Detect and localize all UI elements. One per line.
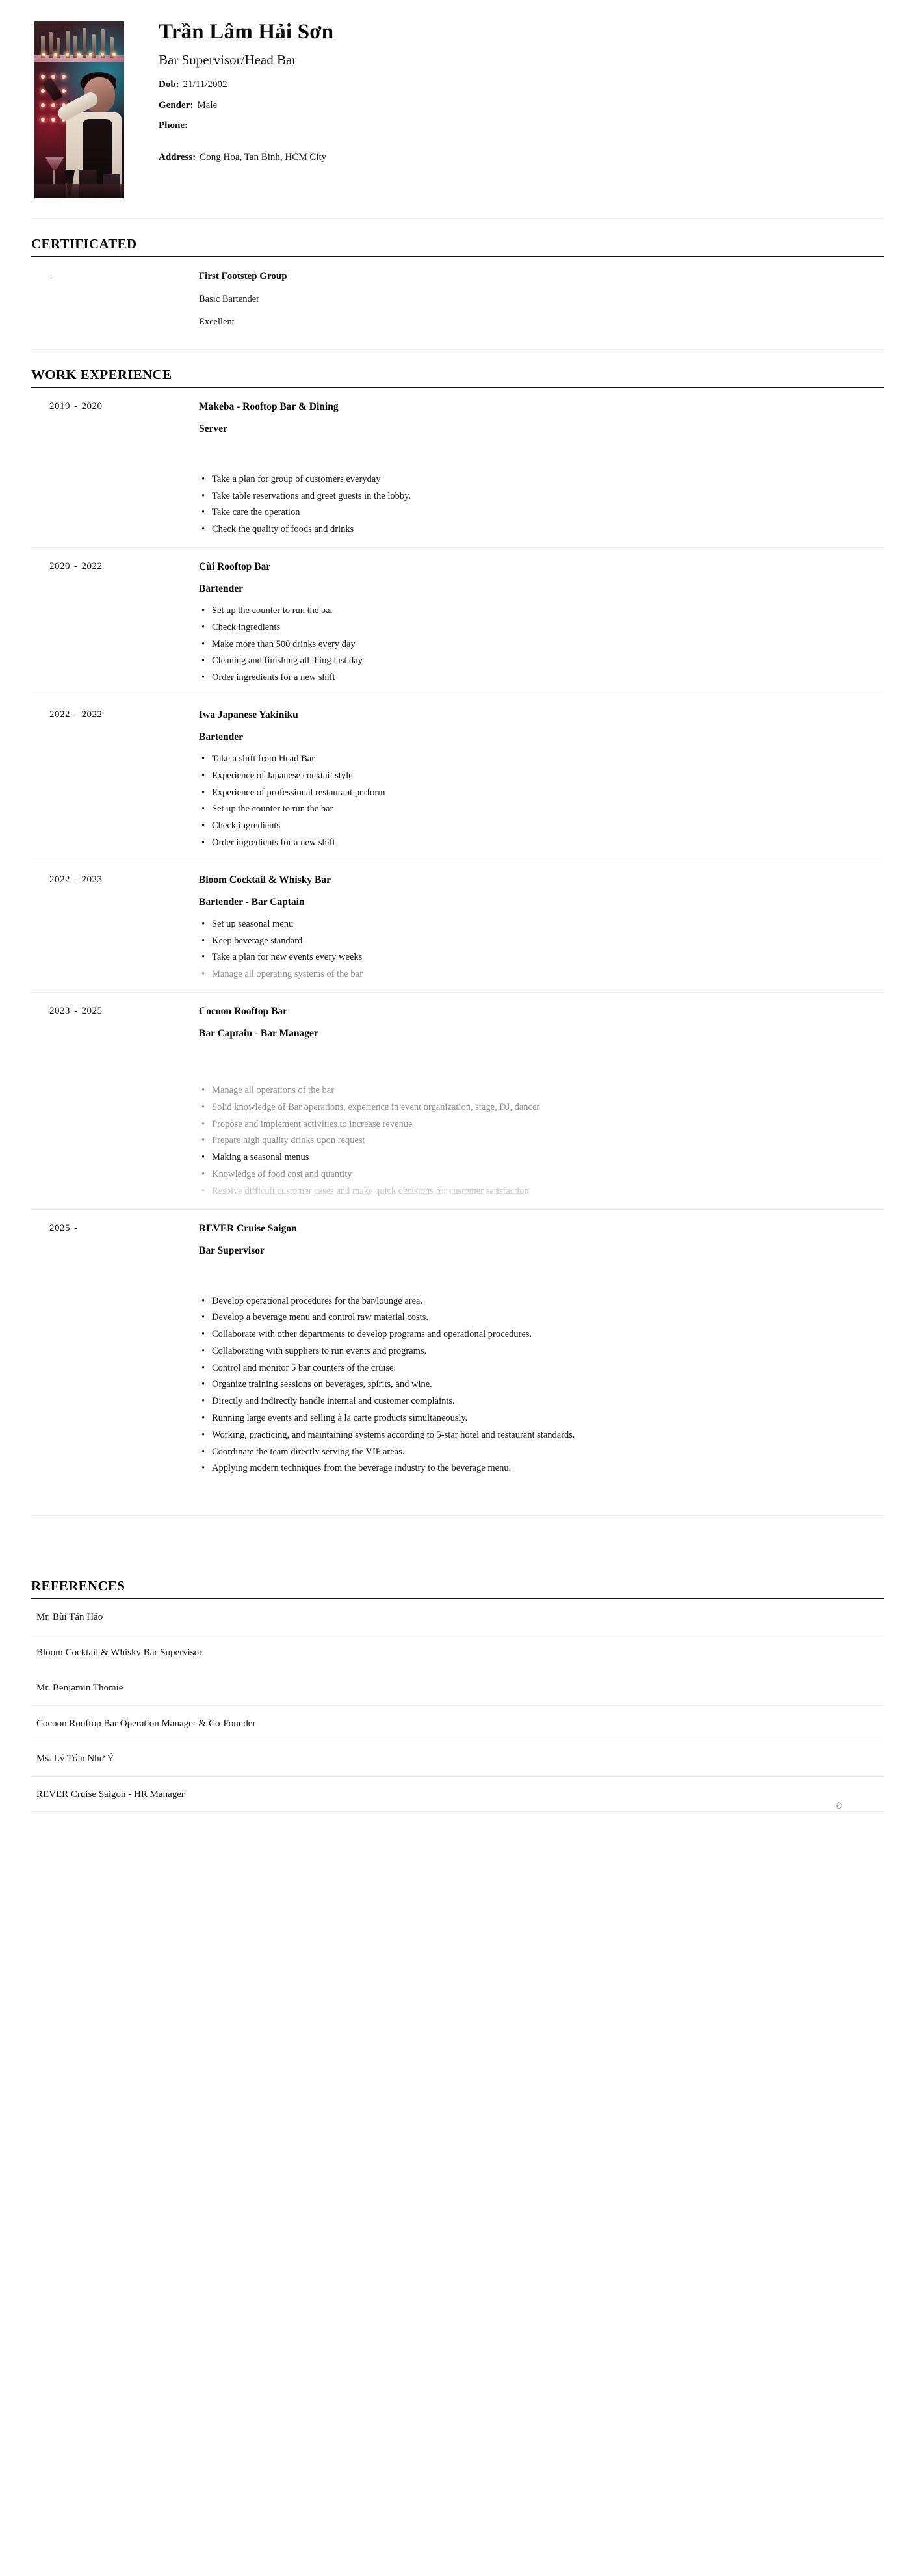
- list-item: • Coordinate the team directly serving the VIP areas.: [199, 1444, 884, 1461]
- gender-value: Male: [197, 99, 218, 111]
- list-item: • Organize training sessions on beverages, spirits, and wine.: [199, 1376, 884, 1393]
- list-item: • Develop a beverage menu and control raw material costs.: [199, 1309, 884, 1326]
- phone-label: Phone:: [159, 120, 188, 131]
- field-address: [159, 150, 884, 165]
- work-entry: [31, 388, 884, 548]
- work-entry-org: Iwa Japanese Yakiniku: [199, 709, 298, 720]
- resume-header: [0, 0, 910, 208]
- list-item: • Set up the counter to run the bar: [199, 801, 884, 818]
- list-item: • Directly and indirectly handle internal and customer complaints.: [199, 1393, 884, 1410]
- date-to: 2022: [81, 709, 103, 720]
- list-item: • Propose and implement activities to increase revenue: [199, 1116, 884, 1133]
- date-to: 2022: [81, 560, 103, 572]
- list-item: • Order ingredients for a new shift: [199, 835, 884, 852]
- list-item: • Making a seasonal menus: [199, 1150, 884, 1166]
- address-value: Cong Hoa, Tan Binh, HCM City: [200, 151, 327, 163]
- date-to: 2023: [81, 874, 103, 885]
- work-entry: [31, 1210, 884, 1516]
- work-experience-title: WORK EXPERIENCE: [31, 366, 172, 382]
- section-references: [0, 1578, 910, 1812]
- work-entry-org: Cùi Rooftop Bar: [199, 560, 271, 572]
- list-item: • Develop operational procedures for the bar/lounge area.: [199, 1293, 884, 1310]
- work-entry-body: [194, 874, 884, 983]
- list-item: • Take a plan for group of customers everyday: [199, 471, 884, 488]
- reference-role: Bloom Cocktail & Whisky Bar Supervisor: [31, 1635, 884, 1671]
- list-item: • Experience of professional restaurant perform: [199, 785, 884, 802]
- list-item: • Set up seasonal menu: [199, 916, 884, 933]
- certificate-body: [194, 270, 884, 340]
- list-item: • Applying modern techniques from the beverage industry to the beverage menu.: [199, 1460, 884, 1477]
- list-item: • Solid knowledge of Bar operations, experience in event organization, stage, DJ, dancer: [199, 1099, 884, 1116]
- reference-role: REVER Cruise Saigon - HR Manager: [31, 1777, 884, 1813]
- date-from: 2020: [49, 560, 70, 572]
- date-dash: -: [74, 560, 78, 572]
- dob-value: 21/11/2002: [183, 79, 228, 90]
- certificated-title: CERTIFICATED: [31, 236, 137, 252]
- list-item: • Running large events and selling à la carte products simultaneously.: [199, 1410, 884, 1427]
- list-item: • Manage all operating systems of the bar: [199, 966, 884, 983]
- profile-photo-frame: [31, 18, 127, 202]
- work-entry-role: Server: [199, 423, 228, 434]
- work-entry-dates: [31, 709, 194, 720]
- page-title: Trần Lâm Hải Sơn: [159, 20, 334, 44]
- list-item: • Set up the counter to run the bar: [199, 603, 884, 620]
- dob-label: Dob:: [159, 79, 179, 90]
- list-item: • Check ingredients: [199, 818, 884, 835]
- list-item: • Keep beverage standard: [199, 933, 884, 950]
- list-item: • Knowledge of food cost and quantity: [199, 1166, 884, 1183]
- field-gender: [159, 98, 884, 113]
- work-entry: [31, 548, 884, 696]
- section-certificated: [0, 236, 910, 350]
- work-entry-bullets: [199, 751, 884, 852]
- address-label: Address:: [159, 151, 196, 163]
- list-item: • Control and monitor 5 bar counters of the cruise.: [199, 1360, 884, 1377]
- work-entry-dates: [31, 1223, 194, 1234]
- field-dob: [159, 77, 884, 92]
- list-item: • Take a plan for new events every weeks: [199, 949, 884, 966]
- certificate-course: Basic Bartender: [199, 294, 260, 304]
- list-item: • Resolve difficult customer cases and make quick decisions for customer satisfaction: [199, 1183, 884, 1200]
- date-dash: -: [74, 709, 78, 720]
- header-divider: [31, 218, 884, 219]
- work-entry-bullets: [199, 916, 884, 983]
- reference-role: Cocoon Rooftop Bar Operation Manager & Co-Founder: [31, 1706, 884, 1742]
- list-item: • Experience of Japanese cocktail style: [199, 768, 884, 785]
- date-from: 2023: [49, 1005, 70, 1016]
- date-to: 2020: [81, 401, 103, 412]
- list-item: • Check the quality of foods and drinks: [199, 521, 884, 538]
- list-item: • Order ingredients for a new shift: [199, 670, 884, 687]
- work-entry-dates: [31, 401, 194, 412]
- work-entry-body: [194, 561, 884, 687]
- list-item: • Check ingredients: [199, 620, 884, 637]
- work-entry-org: Makeba - Rooftop Bar & Dining: [199, 401, 339, 412]
- field-phone: [159, 118, 884, 133]
- certificate-result: Excellent: [199, 317, 235, 328]
- work-entry-org: Bloom Cocktail & Whisky Bar: [199, 874, 331, 886]
- work-entry-body: [194, 1006, 884, 1200]
- date-dash: -: [74, 874, 78, 885]
- work-entry-dates: [31, 1006, 194, 1017]
- work-entry-body: [194, 401, 884, 538]
- work-entry-org: Cocoon Rooftop Bar: [199, 1005, 288, 1017]
- reference-name: Mr. Benjamin Thomie: [31, 1670, 884, 1706]
- work-entry-org: REVER Cruise Saigon: [199, 1222, 297, 1234]
- work-entry-bullets: [199, 471, 884, 538]
- work-entry-role: Bar Captain - Bar Manager: [199, 1027, 318, 1039]
- work-entry-bullets: [199, 603, 884, 687]
- work-entry-role: Bartender - Bar Captain: [199, 896, 305, 908]
- job-title: Bar Supervisor/Head Bar: [159, 51, 297, 68]
- work-entry-dates: [31, 874, 194, 886]
- work-entry-body: [194, 709, 884, 852]
- work-entry-role: Bartender: [199, 731, 244, 743]
- date-from: 2019: [49, 401, 70, 412]
- list-item: • Take table reservations and greet guests in the lobby.: [199, 488, 884, 505]
- certificate-org: First Footstep Group: [199, 271, 287, 282]
- work-entry-bullets: [199, 1083, 884, 1200]
- certificate-entry: [31, 257, 884, 350]
- list-item: • Take care the operation: [199, 505, 884, 521]
- date-dash: -: [74, 1222, 78, 1233]
- work-entry-dates: [31, 561, 194, 572]
- section-work-experience: [0, 350, 910, 1516]
- copyright-icon: ©: [835, 1802, 842, 1812]
- work-entry-role: Bar Supervisor: [199, 1244, 265, 1256]
- list-item: • Collaborate with other departments to develop programs and operational procedures.: [199, 1326, 884, 1343]
- profile-photo: [34, 21, 124, 198]
- work-entry: [31, 861, 884, 993]
- reference-name: Ms. Lý Trần Như Ý: [31, 1741, 884, 1777]
- date-from: 2025: [49, 1222, 70, 1233]
- work-entry-bullets: [199, 1293, 884, 1478]
- list-item: • Prepare high quality drinks upon request: [199, 1133, 884, 1150]
- gender-label: Gender:: [159, 99, 194, 111]
- identity-block: [127, 18, 884, 170]
- list-item: • Cleaning and finishing all thing last day: [199, 653, 884, 670]
- work-entry-role: Bartender: [199, 583, 244, 594]
- reference-name: Mr. Bùi Tấn Hảo: [31, 1599, 884, 1635]
- list-item: • Make more than 500 drinks every day: [199, 637, 884, 653]
- certificate-dates: -: [49, 270, 53, 281]
- list-item: • Collaborating with suppliers to run events and programs.: [199, 1343, 884, 1360]
- date-from: 2022: [49, 874, 70, 885]
- date-dash: -: [74, 401, 78, 412]
- date-dash: -: [74, 1005, 78, 1016]
- date-from: 2022: [49, 709, 70, 720]
- list-item: • Take a shift from Head Bar: [199, 751, 884, 768]
- work-entry-body: [194, 1223, 884, 1478]
- list-item: • Manage all operations of the bar: [199, 1083, 884, 1099]
- list-item: • Working, practicing, and maintaining systems according to 5-star hotel and restaurant standards.: [199, 1427, 884, 1444]
- date-to: 2025: [81, 1005, 103, 1016]
- work-entry: [31, 696, 884, 861]
- references-title: REFERENCES: [31, 1578, 125, 1594]
- work-entry: [31, 993, 884, 1210]
